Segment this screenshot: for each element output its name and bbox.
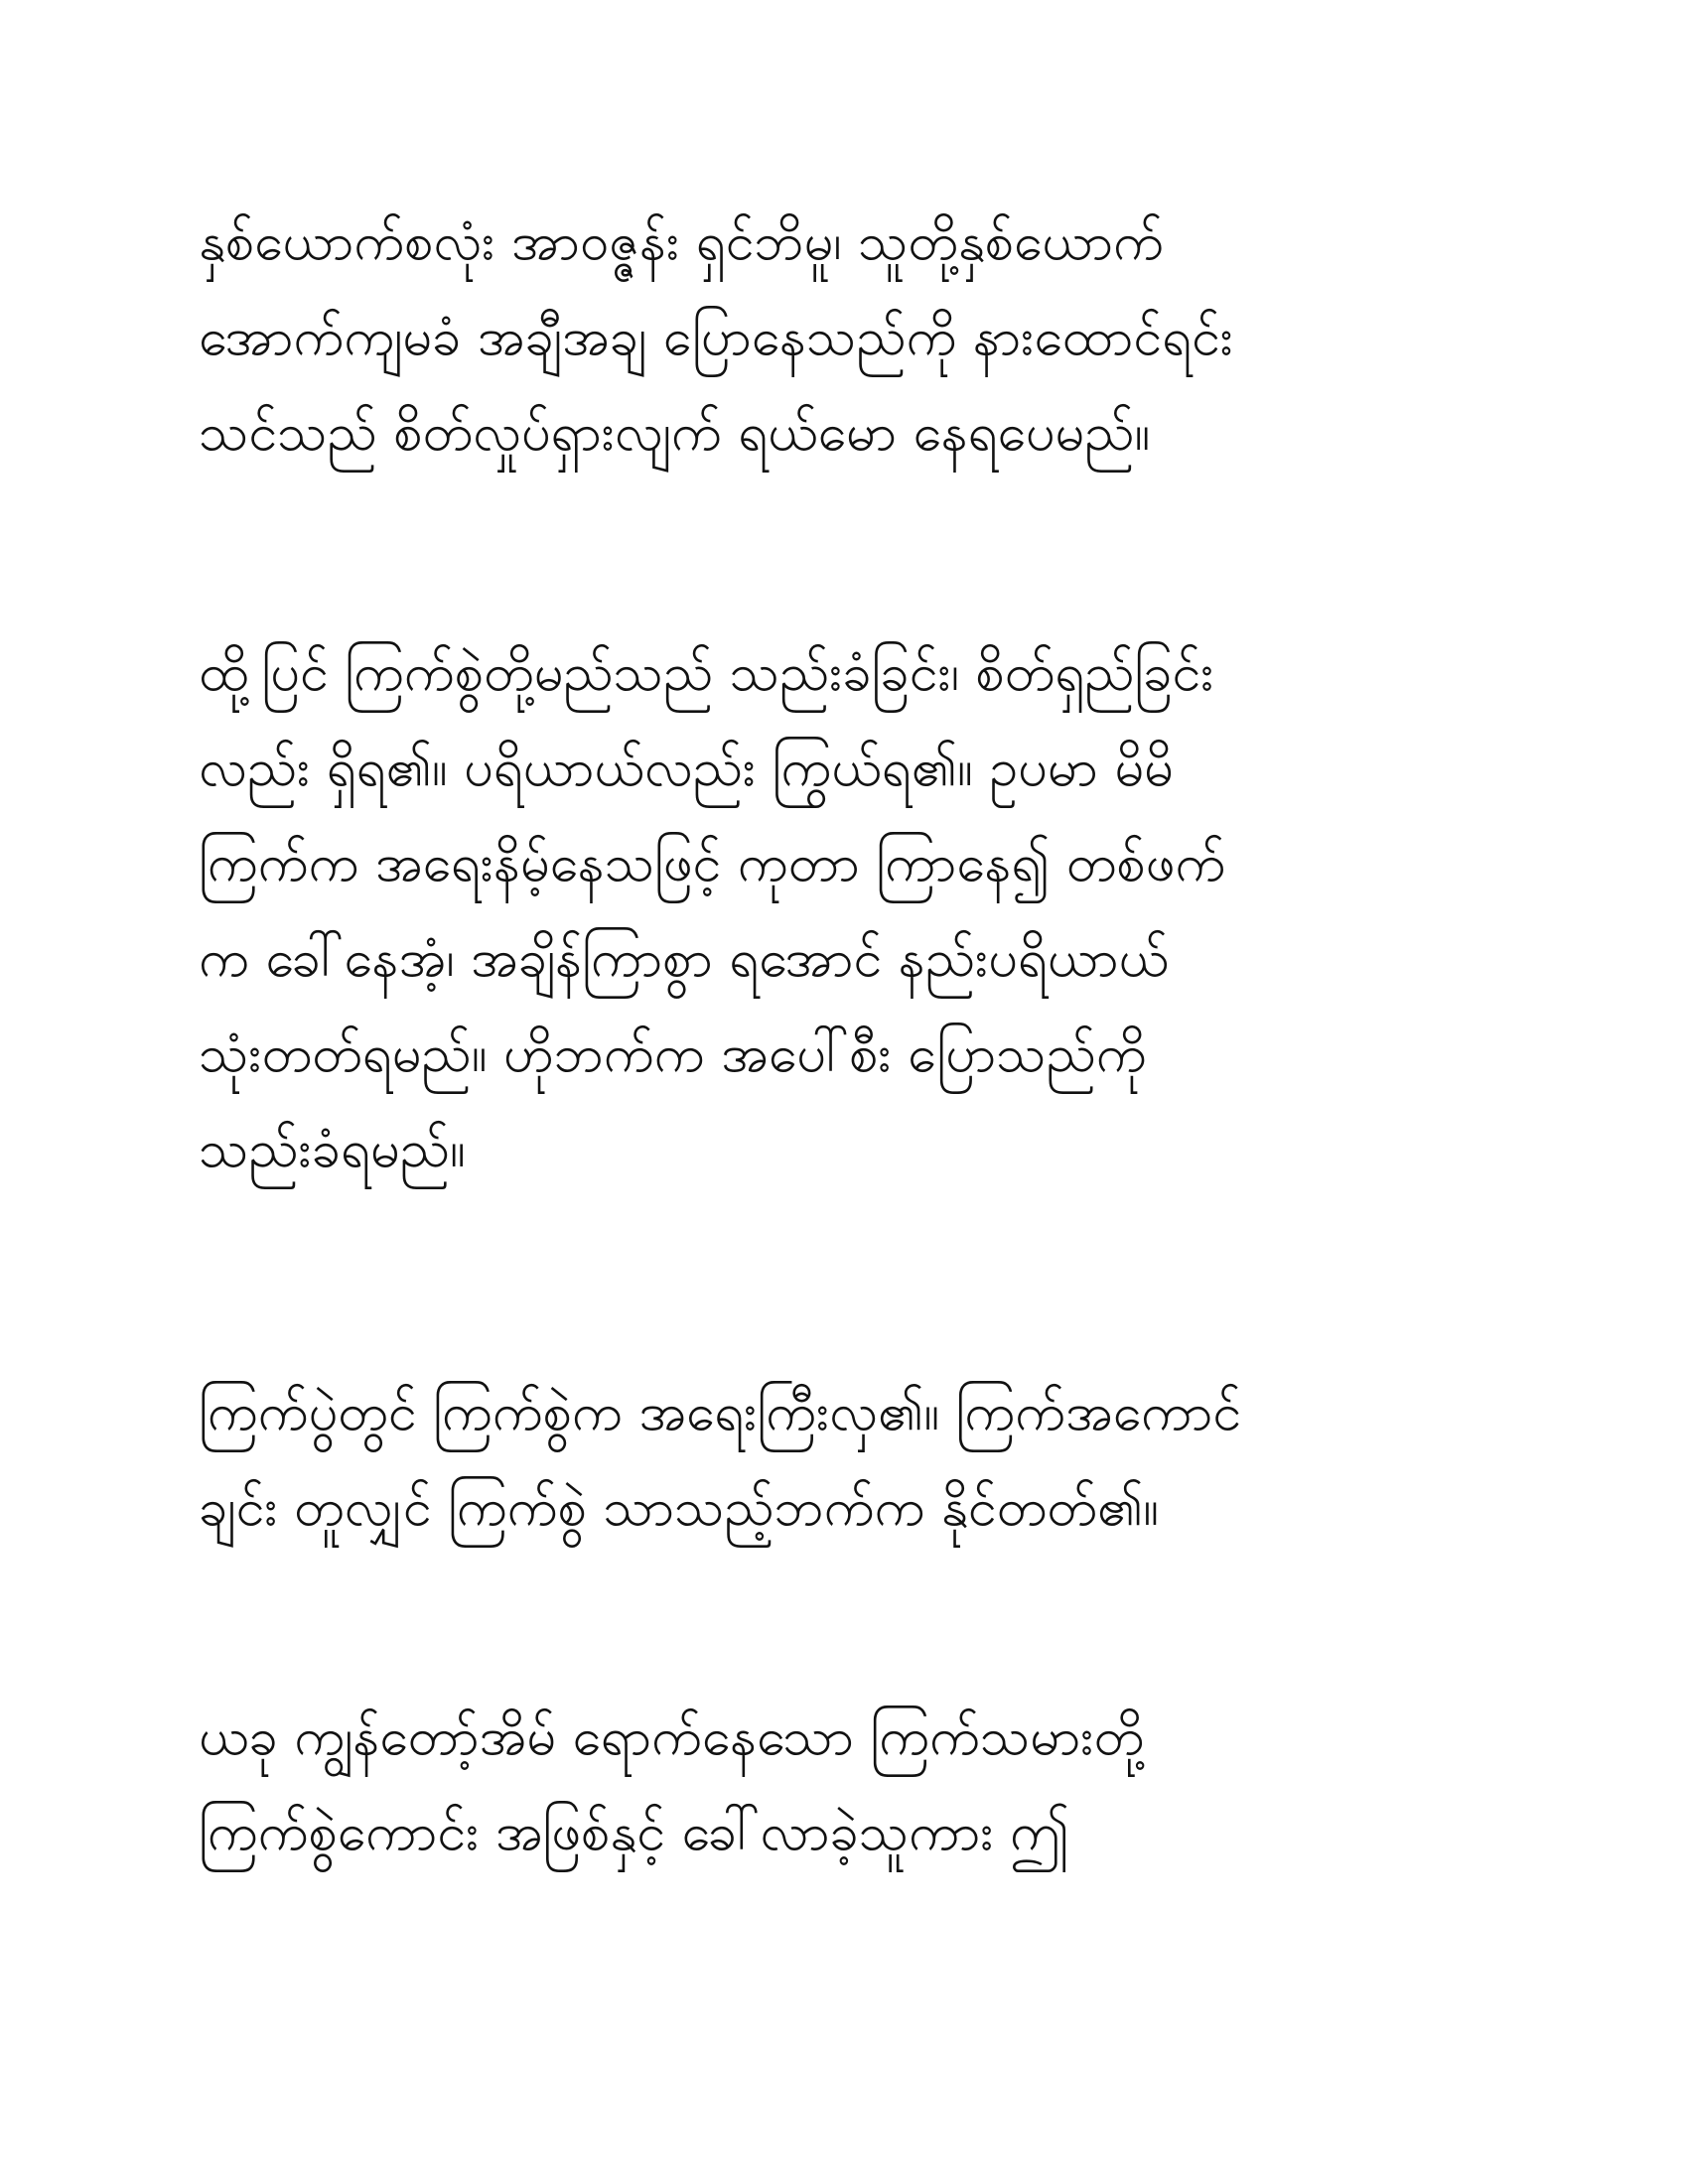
text-line: နှစ်ယောက်စလုံး အာဝဇ္ဇန်း ရှင်ဘိမူ၊ သူတို့နှစ်ယောက် bbox=[199, 212, 1164, 272]
text-line: ကြက်ပွဲတွင် ကြက်စွဲက အရေးကြီးလှ၏။ ကြက်အကောင် bbox=[199, 1383, 1242, 1442]
text-line: ထို့ပြင် ကြက်စွဲတို့မည်သည် သည်းခံခြင်း၊ စိတ်ရှည်ခြင်း bbox=[199, 643, 1214, 703]
text-line: လည်း ရှိရ၏။ ပရိယာယ်လည်း ကြွယ်ရ၏။ ဥပမာ မိမိ bbox=[199, 739, 1174, 798]
text-line: ယခု ကျွန်တော့်အိမ် ရောက်နေသော ကြက်သမားတို့ bbox=[199, 1707, 1145, 1767]
text-line: အောက်ကျမခံ အချီအချ ပြောနေသည်ကို နားထောင်ရင်း bbox=[199, 308, 1234, 367]
text-line: ကြက်က အရေးနိမ့်နေသဖြင့် ကုတာ ကြာနေ၍ တစ်ဖက် bbox=[199, 834, 1226, 893]
paragraph-3 bbox=[199, 1365, 1509, 1556]
text-line: က ခေါ်နေအံ့၊ အချိန်ကြာစွာ ရအောင် နည်းပရိယာယ် bbox=[199, 929, 1170, 989]
text-line: သည်းခံရမည်။ bbox=[199, 1120, 466, 1179]
text-line: ချင်း တူလျှင် ကြက်စွဲ သာသည့်ဘက်က နိုင်တတ်၏။ bbox=[199, 1478, 1159, 1538]
text-line: သင်သည် စိတ်လှုပ်ရှားလျက် ရယ်မော နေရပေမည်။ bbox=[199, 403, 1151, 463]
paragraph-2 bbox=[199, 625, 1509, 1197]
paragraph-1 bbox=[199, 195, 1509, 480]
paragraph-4 bbox=[199, 1690, 1509, 1880]
text-line: သုံးတတ်ရမည်။ ဟိုဘက်က အပေါ်စီး ပြောသည်ကို bbox=[199, 1024, 1147, 1084]
text-line: ကြက်စွဲကောင်း အဖြစ်နှင့် ခေါ်လာခဲ့သူကား ဤ bbox=[199, 1803, 1069, 1862]
